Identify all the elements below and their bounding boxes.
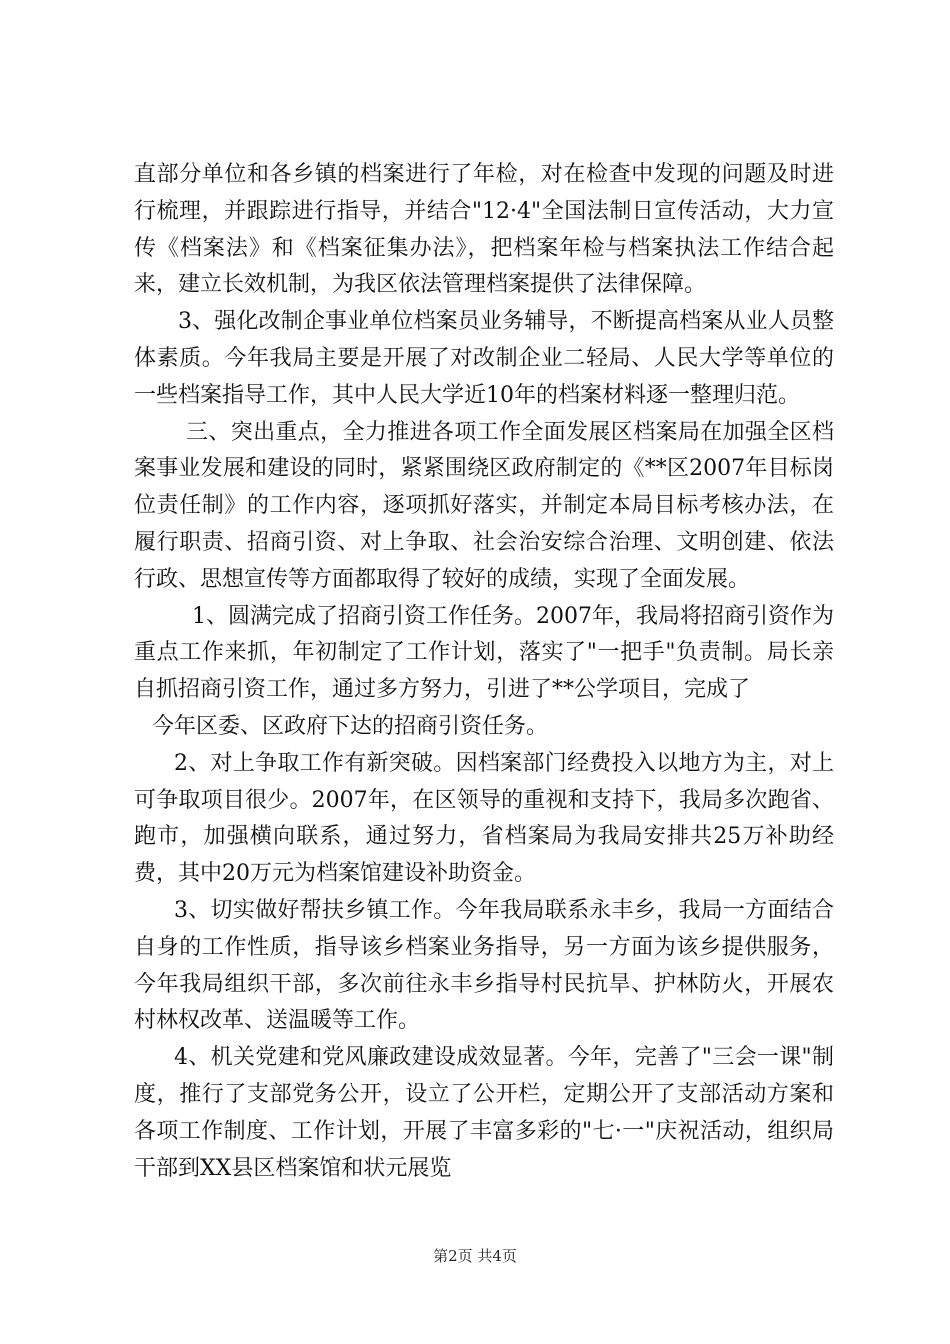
paragraph-5: 今年区委、区政府下达的招商引资任务。 [152,713,549,739]
paragraph-8: 4、机关党建和党风廉政建设成效显著。今年，完善了"三会一课"制度，推行了支部党务公开，设立了公开栏，定期公开了支部活动方案和各项工作制度、工作计划，开展了丰富多彩的"七·一"庆祝活动，组织局干部到XX县区档案馆和状元展览 [134,1045,834,1181]
page-footer [0,1245,950,1266]
paragraph-7: 3、切实做好帮扶乡镇工作。今年我局联系永丰乡，我局一方面结合自身的工作性质，指导该乡档案业务指导，另一方面为该乡提供服务，今年我局组织干部，多次前往永丰乡指导村民抗旱、护林防火，开展农村林权改革、送温暖等工作。 [134,897,834,1034]
paragraph-1: 直部分单位和各乡镇的档案进行了年检，对在检查中发现的问题及时进行梳理，并跟踪进行指导，并结合"12·4"全国法制日宣传活动，大力宣传《档案法》和《档案征集办法》，把档案年检与档案执法工作结合起来，建立长效机制，为我区依法管理档案提供了法律保障。 [134,162,834,298]
paragraph-2: 3、强化改制企事业单位档案员业务辅导，不断提高档案从业人员整体素质。今年我局主要是开展了对改制企业二轻局、人民大学等单位的一些档案指导工作，其中人民大学近10年的档案材料逐一整理归范。 [134,309,834,408]
page-number-label: 第2页 共4页 [433,1247,517,1265]
paragraph-6: 2、对上争取工作有新突破。因档案部门经费投入以地方为主，对上可争取项目很少。2007年，在区领导的重视和支持下，我局多次跑省、跑市，加强横向联系，通过努力，省档案局为我局安排共25万补助经费，其中20万元为档案馆建设补助资金。 [134,750,834,887]
paragraph-4: 1、圆满完成了招商引资工作任务。2007年，我局将招商引资作为重点工作来抓，年初制定了工作计划，落实了"一把手"负责制。局长亲自抓招商引资工作，通过多方努力，引进了**公学项目，完成了 [134,603,834,703]
document-body [134,157,834,1187]
paragraph-3: 三、突出重点，全力推进各项工作全面发展区档案局在加强全区档案事业发展和建设的同时，紧紧围绕区政府制定的《**区2007年目标岗位责任制》的工作内容，逐项抓好落实，并制定本局目标考核办法，在履行职责、招商引资、对上争取、社会治安综合治理、文明创建、依法行政、思想宣传等方面都取得了较好的成绩，实现了全面发展。 [134,419,834,592]
